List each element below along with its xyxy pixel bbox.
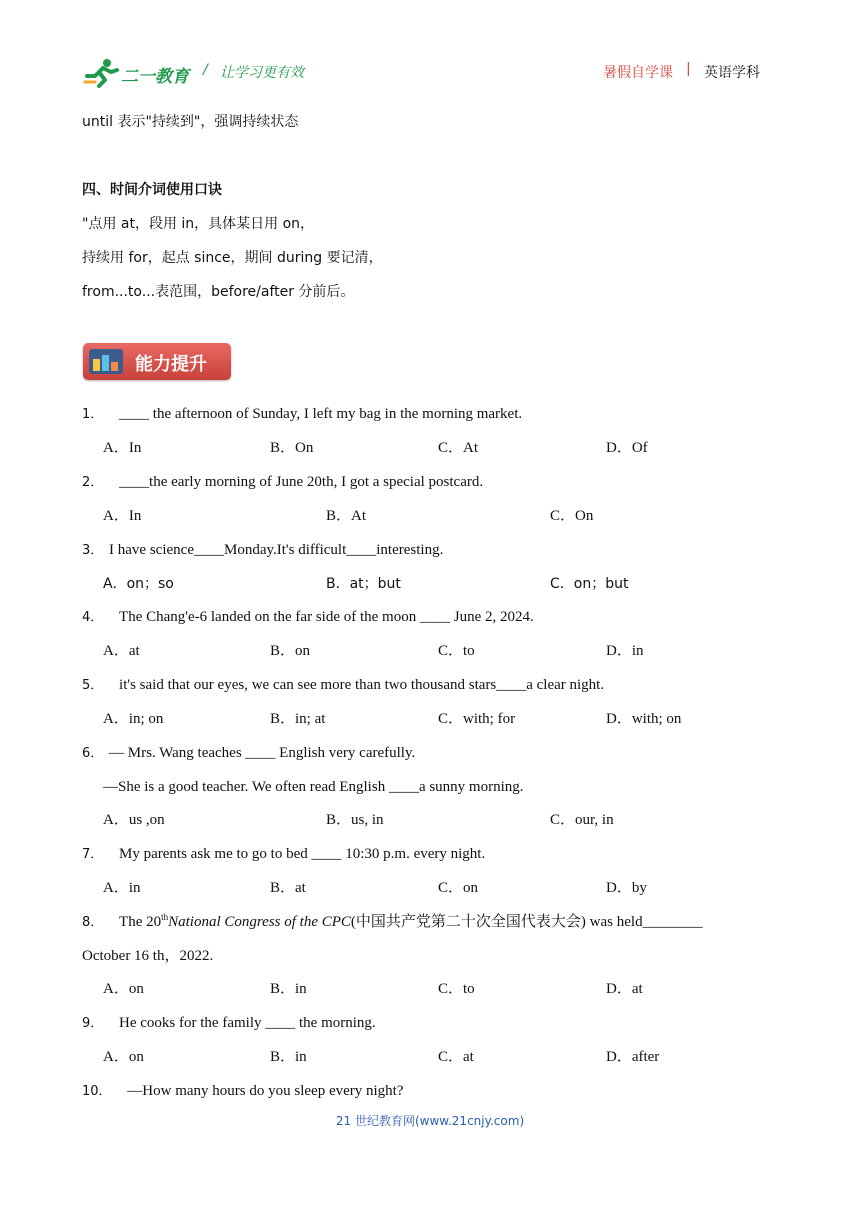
question-10 — [82, 1081, 404, 1102]
question-stem: ____ the afternoon of Sunday, I left my bag in the morning market. — [119, 406, 523, 422]
question-stem: I have science____Monday.It's difficult____interesting. — [109, 542, 444, 558]
verse-line-2: 持续用 for，起点 since，期间 during 要记清， — [82, 250, 383, 266]
logo-text: 二一教育 — [121, 67, 189, 87]
q7-option-a[interactable]: A．in — [103, 880, 141, 896]
question-stem: —How many hours do you sleep every night? — [127, 1083, 404, 1099]
slogan: 让学习更有效 — [220, 65, 304, 81]
question-stem: ____the early morning of June 20th, I got a special postcard. — [119, 474, 484, 490]
q8-option-d[interactable]: D．at — [606, 981, 643, 997]
question-number: 9． — [82, 1016, 104, 1031]
chart-icon — [89, 349, 123, 374]
header-divider: | — [686, 61, 691, 77]
q9-option-a[interactable]: A．on — [103, 1049, 144, 1065]
q1-option-a[interactable]: A．In — [103, 440, 142, 456]
question-number: 6． — [82, 746, 104, 761]
ordinal-suffix: th — [161, 912, 169, 922]
question-number: 8． — [82, 915, 104, 930]
subject-label: 英语学科 — [704, 65, 760, 81]
q6-option-a[interactable]: A．us ,on — [103, 812, 165, 828]
question-stem: He cooks for the family ____ the morning. — [119, 1015, 376, 1031]
q2-option-c[interactable]: C．On — [550, 508, 594, 524]
q4-option-d[interactable]: D．in — [606, 643, 644, 659]
question-8 — [82, 912, 703, 933]
question-stem: — Mrs. Wang teaches ____ English very carefully. — [109, 745, 416, 761]
q8-option-c[interactable]: C．to — [438, 981, 475, 997]
q5-option-b[interactable]: B．in; at — [270, 711, 326, 727]
question-stem: it's said that our eyes, we can see more than two thousand stars____a clear night. — [119, 677, 605, 693]
until-note: until 表示"持续到"，强调持续状态 — [82, 114, 299, 130]
question-stem-italic: National Congress of the CPC — [168, 914, 351, 930]
q3-option-a[interactable]: A．on；so — [103, 576, 174, 592]
verse-line-3: from...to...表范围，before/after 分前后。 — [82, 284, 355, 300]
q7-option-c[interactable]: C．on — [438, 880, 479, 896]
q8-option-a[interactable]: A．on — [103, 981, 144, 997]
q4-option-a[interactable]: A．at — [103, 643, 140, 659]
question-stem-b: (中国共产党第二十次全国代表大会) was held________ — [350, 914, 703, 930]
header-logo — [83, 58, 193, 88]
runner-logo-icon — [83, 58, 119, 88]
course-label: 暑假自学课 — [603, 65, 673, 81]
q9-option-d[interactable]: D．after — [606, 1049, 660, 1065]
q4-option-c[interactable]: C．to — [438, 643, 475, 659]
question-number: 7． — [82, 847, 104, 862]
question-2 — [82, 472, 483, 493]
q7-option-b[interactable]: B．at — [270, 880, 306, 896]
q5-option-a[interactable]: A．in; on — [103, 711, 164, 727]
footer-link[interactable]: 21 世纪教育网(www.21cnjy.com) — [335, 1114, 525, 1128]
question-5 — [82, 675, 604, 696]
section-title: 四、时间介词使用口诀 — [82, 182, 222, 198]
question-number: 5． — [82, 678, 104, 693]
q8-option-b[interactable]: B．in — [270, 981, 307, 997]
question-9 — [82, 1013, 376, 1034]
q7-option-d[interactable]: D．by — [606, 880, 647, 896]
question-number: 4． — [82, 610, 104, 625]
question-number: 3． — [82, 543, 104, 558]
q3-option-b[interactable]: B．at；but — [326, 576, 401, 592]
q9-option-c[interactable]: C．at — [438, 1049, 474, 1065]
question-6 — [82, 743, 415, 764]
q6-option-b[interactable]: B．us, in — [326, 812, 384, 828]
q6-option-c[interactable]: C．our, in — [550, 812, 614, 828]
question-8-line-2: October 16 th，2022. — [82, 948, 214, 964]
question-stem: My parents ask me to go to bed ____ 10:30 p.m. every night. — [119, 846, 486, 862]
question-stem-a: The 20 — [119, 914, 162, 930]
question-number: 10． — [82, 1084, 112, 1099]
q4-option-b[interactable]: B．on — [270, 643, 311, 659]
q5-option-c[interactable]: C．with; for — [438, 711, 516, 727]
question-3 — [82, 540, 443, 561]
q1-option-c[interactable]: C．At — [438, 440, 479, 456]
q3-option-c[interactable]: C．on；but — [550, 576, 629, 592]
verse-line-1: "点用 at，段用 in，具体某日用 on， — [82, 216, 315, 232]
ability-banner — [83, 343, 231, 380]
q1-option-d[interactable]: D．Of — [606, 440, 648, 456]
question-7 — [82, 844, 485, 865]
question-1 — [82, 404, 522, 425]
question-4 — [82, 607, 534, 628]
question-stem: The Chang'e-6 landed on the far side of the moon ____ June 2, 2024. — [119, 609, 534, 625]
q2-option-b[interactable]: B．At — [326, 508, 367, 524]
question-number: 1． — [82, 407, 104, 422]
slogan-separator: / — [203, 62, 208, 78]
question-number: 2． — [82, 475, 104, 490]
question-6-line-2: —She is a good teacher. We often read English ____a sunny morning. — [103, 779, 524, 795]
q1-option-b[interactable]: B．On — [270, 440, 314, 456]
q2-option-a[interactable]: A．In — [103, 508, 142, 524]
q5-option-d[interactable]: D．with; on — [606, 711, 682, 727]
banner-label: 能力提升 — [135, 354, 207, 375]
q9-option-b[interactable]: B．in — [270, 1049, 307, 1065]
